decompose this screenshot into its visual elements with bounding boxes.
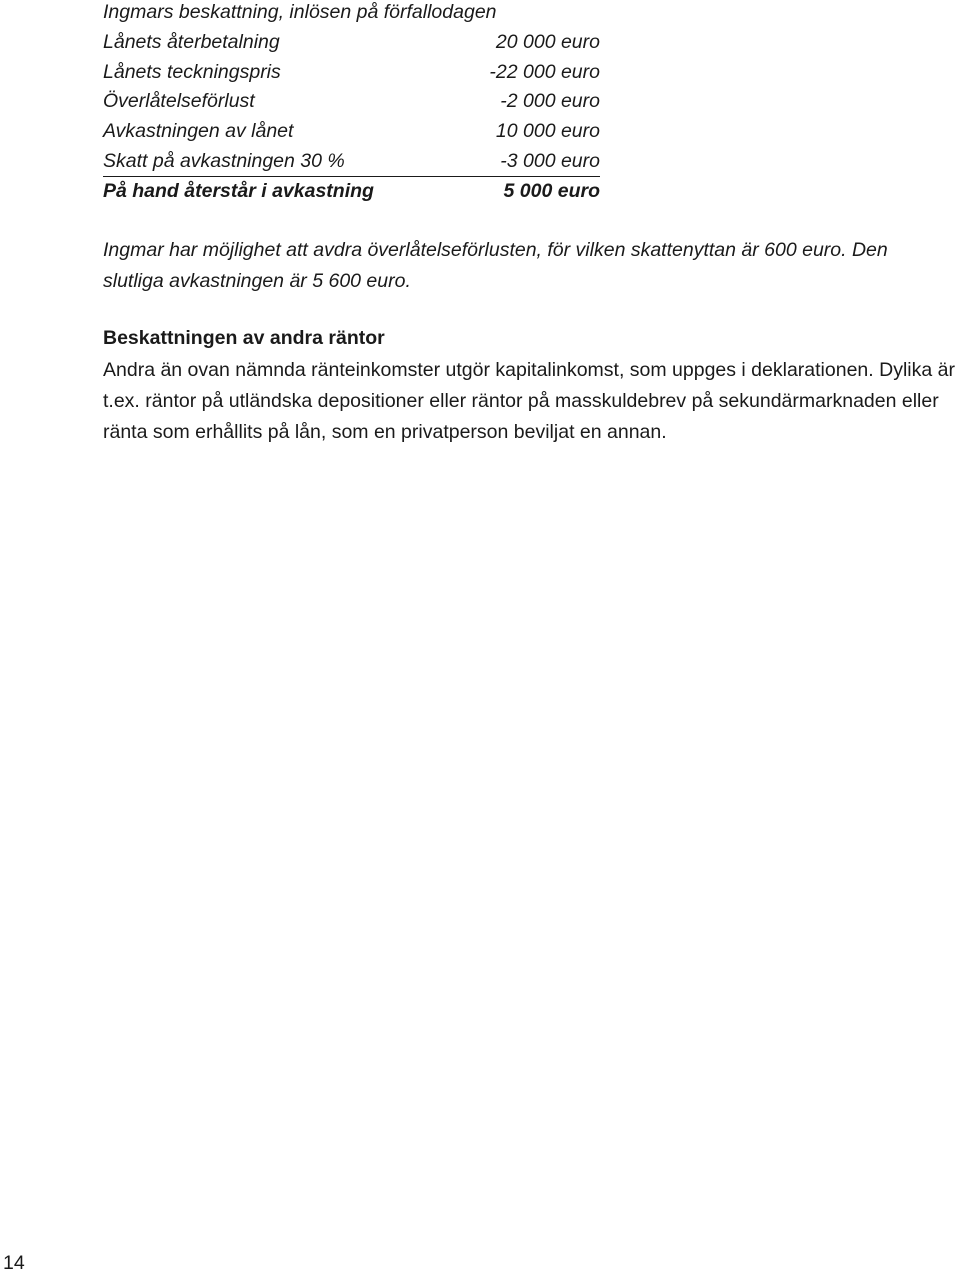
row-label: Lånets återbetalning xyxy=(103,31,280,53)
calculation-note: Ingmar har möjlighet att avdra överlåtelseförlusten, för vilken skattenyttan är 600 euro. Den slutliga avkastningen är 5 600 euro. xyxy=(103,239,888,292)
total-value: 5 000 euro xyxy=(503,180,600,202)
row-label: Avkastningen av lånet xyxy=(103,120,294,142)
calculation-row xyxy=(103,120,600,146)
calculation-row xyxy=(103,61,600,87)
section-body: Andra än ovan nämnda ränteinkomster utgör kapitalinkomst, som uppges i deklarationen. Dylika är t.ex. räntor på utländska depositioner eller räntor på masskuldebrev på sekundärmarknaden eller ränta som erhållits på lån, som en privatperson beviljat en annan. xyxy=(103,359,955,443)
row-label: Lånets teckningspris xyxy=(103,61,281,83)
total-label: På hand återstår i avkastning xyxy=(103,180,374,202)
section-heading: Beskattningen av andra räntor xyxy=(103,327,385,349)
page-number: 14 xyxy=(3,1252,25,1274)
calculation-title: Ingmars beskattning, inlösen på förfallodagen xyxy=(103,1,497,23)
row-value: -22 000 euro xyxy=(489,61,600,83)
calculation-row xyxy=(103,90,600,116)
calculation-row xyxy=(103,150,600,176)
row-value: -3 000 euro xyxy=(500,150,600,172)
calculation-total-row xyxy=(103,180,600,206)
calculation-row xyxy=(103,31,600,57)
row-value: 10 000 euro xyxy=(495,120,600,142)
total-divider xyxy=(103,176,600,177)
row-label: Skatt på avkastningen 30 % xyxy=(103,150,345,172)
row-label: Överlåtelseförlust xyxy=(103,90,255,112)
row-value: 20 000 euro xyxy=(495,31,600,53)
row-value: -2 000 euro xyxy=(500,90,600,112)
